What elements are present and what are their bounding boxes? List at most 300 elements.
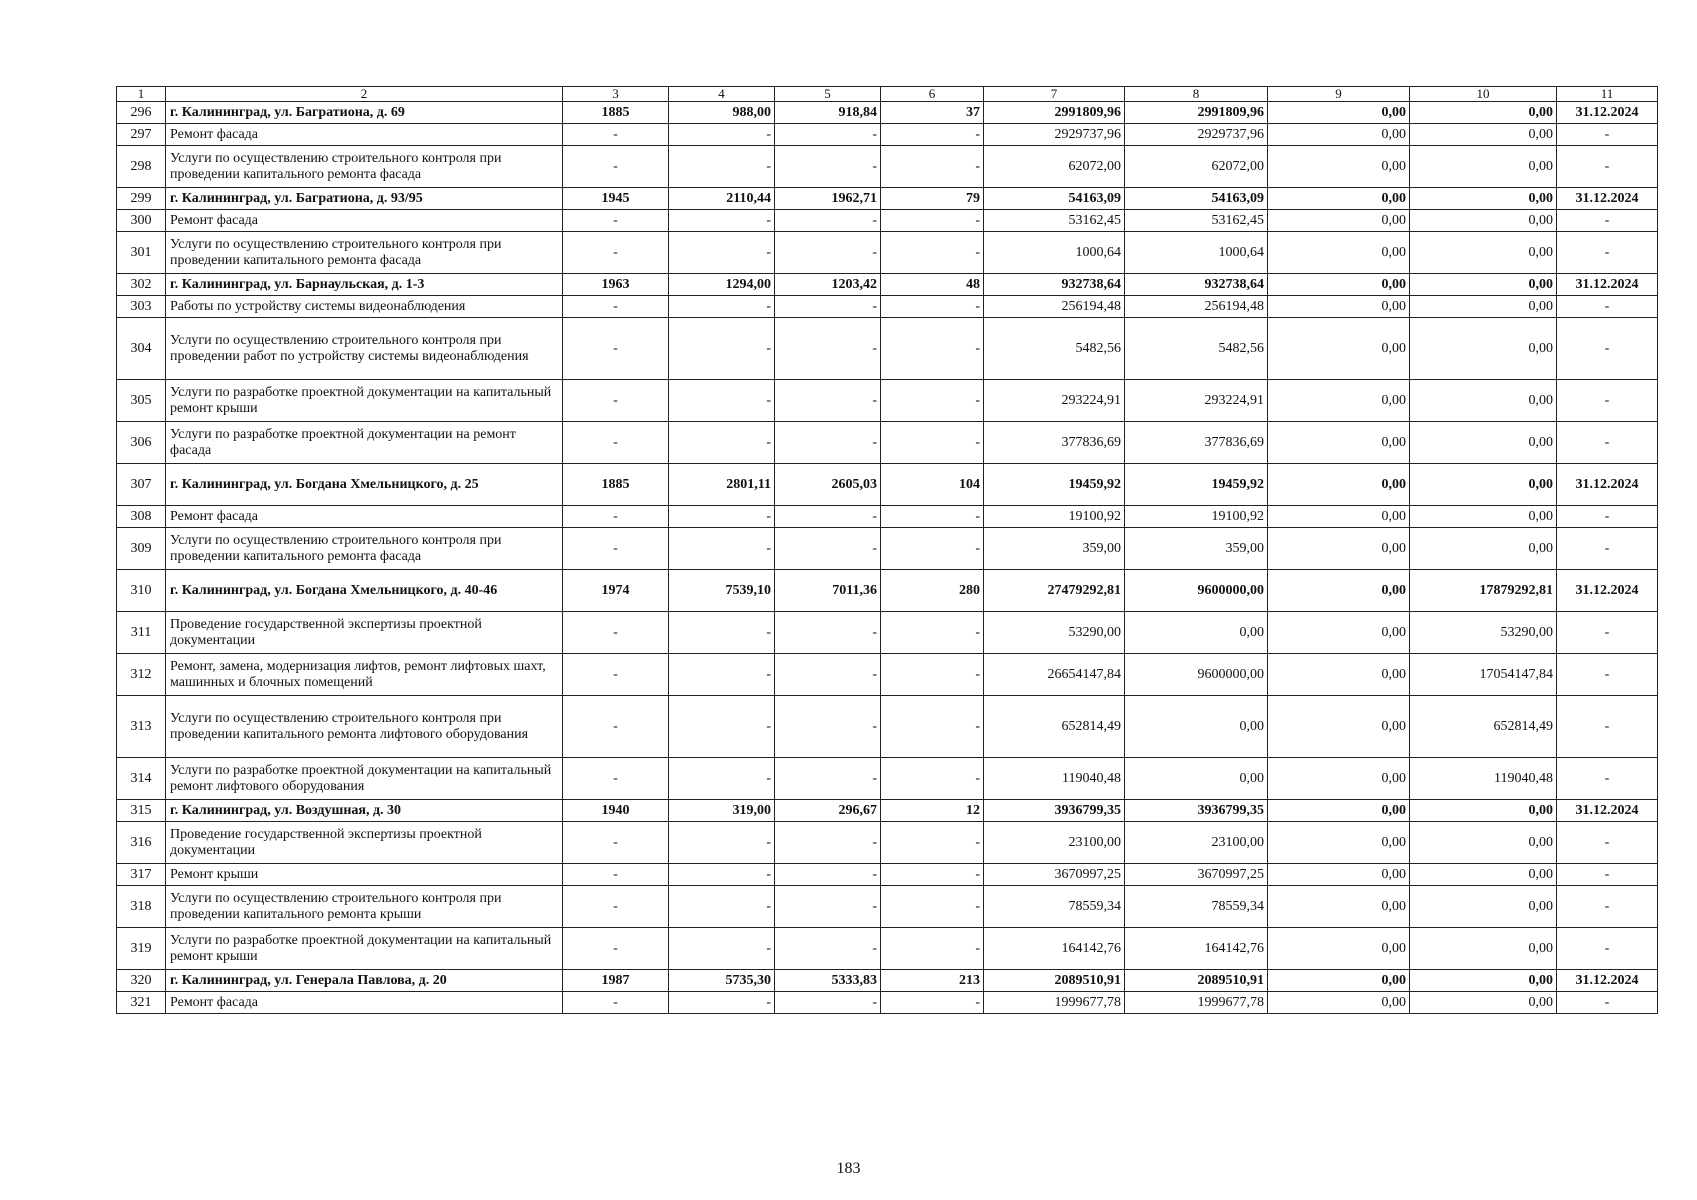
area-living-cell: - bbox=[775, 758, 881, 800]
cost-budget-cell: 0,00 bbox=[1268, 274, 1410, 296]
deadline-cell: - bbox=[1557, 422, 1658, 464]
cost-budget-cell: 0,00 bbox=[1268, 928, 1410, 970]
year-cell: - bbox=[563, 822, 669, 864]
residents-cell: - bbox=[881, 758, 984, 800]
row-number: 310 bbox=[117, 570, 166, 612]
cost-fund-cell: 23100,00 bbox=[1125, 822, 1268, 864]
row-number: 296 bbox=[117, 102, 166, 124]
table-row-work bbox=[117, 864, 1658, 886]
cost-total-cell: 26654147,84 bbox=[984, 654, 1125, 696]
residents-cell: - bbox=[881, 886, 984, 928]
cost-budget-cell: 0,00 bbox=[1268, 886, 1410, 928]
cost-budget-cell: 0,00 bbox=[1268, 800, 1410, 822]
year-cell: - bbox=[563, 124, 669, 146]
cost-total-cell: 2991809,96 bbox=[984, 102, 1125, 124]
cost-owners-cell: 0,00 bbox=[1410, 528, 1557, 570]
row-number: 308 bbox=[117, 506, 166, 528]
cost-fund-cell: 19100,92 bbox=[1125, 506, 1268, 528]
cost-owners-cell: 0,00 bbox=[1410, 886, 1557, 928]
area-living-cell: - bbox=[775, 822, 881, 864]
deadline-cell: - bbox=[1557, 758, 1658, 800]
cost-budget-cell: 0,00 bbox=[1268, 970, 1410, 992]
cost-budget-cell: 0,00 bbox=[1268, 506, 1410, 528]
residents-cell: 37 bbox=[881, 102, 984, 124]
residents-cell: - bbox=[881, 318, 984, 380]
table-row-address bbox=[117, 800, 1658, 822]
row-number: 312 bbox=[117, 654, 166, 696]
cost-budget-cell: 0,00 bbox=[1268, 422, 1410, 464]
residents-cell: - bbox=[881, 422, 984, 464]
year-cell: 1885 bbox=[563, 464, 669, 506]
area-living-cell: - bbox=[775, 506, 881, 528]
cost-fund-cell: 78559,34 bbox=[1125, 886, 1268, 928]
cost-budget-cell: 0,00 bbox=[1268, 380, 1410, 422]
cost-fund-cell: 932738,64 bbox=[1125, 274, 1268, 296]
table-row-work bbox=[117, 124, 1658, 146]
column-header: 3 bbox=[563, 87, 669, 102]
cost-fund-cell: 9600000,00 bbox=[1125, 654, 1268, 696]
cost-budget-cell: 0,00 bbox=[1268, 570, 1410, 612]
item-name: Ремонт фасада bbox=[166, 992, 563, 1014]
column-header: 10 bbox=[1410, 87, 1557, 102]
column-header: 1 bbox=[117, 87, 166, 102]
table-row-work bbox=[117, 696, 1658, 758]
cost-budget-cell: 0,00 bbox=[1268, 124, 1410, 146]
row-number: 300 bbox=[117, 210, 166, 232]
column-header: 2 bbox=[166, 87, 563, 102]
deadline-cell: - bbox=[1557, 318, 1658, 380]
item-name: Ремонт фасада bbox=[166, 210, 563, 232]
year-cell: - bbox=[563, 654, 669, 696]
cost-fund-cell: 2991809,96 bbox=[1125, 102, 1268, 124]
year-cell: - bbox=[563, 506, 669, 528]
cost-owners-cell: 17054147,84 bbox=[1410, 654, 1557, 696]
deadline-cell: - bbox=[1557, 124, 1658, 146]
deadline-cell: 31.12.2024 bbox=[1557, 274, 1658, 296]
cost-budget-cell: 0,00 bbox=[1268, 654, 1410, 696]
area-living-cell: - bbox=[775, 528, 881, 570]
deadline-cell: 31.12.2024 bbox=[1557, 188, 1658, 210]
column-header: 8 bbox=[1125, 87, 1268, 102]
item-name: Ремонт фасада bbox=[166, 506, 563, 528]
area-living-cell: - bbox=[775, 612, 881, 654]
cost-budget-cell: 0,00 bbox=[1268, 464, 1410, 506]
row-number: 319 bbox=[117, 928, 166, 970]
year-cell: 1940 bbox=[563, 800, 669, 822]
area-total-cell: - bbox=[669, 506, 775, 528]
area-total-cell: 2110,44 bbox=[669, 188, 775, 210]
table-row-work bbox=[117, 210, 1658, 232]
year-cell: - bbox=[563, 296, 669, 318]
table-row-work bbox=[117, 318, 1658, 380]
cost-owners-cell: 0,00 bbox=[1410, 274, 1557, 296]
area-total-cell: - bbox=[669, 992, 775, 1014]
area-total-cell: 7539,10 bbox=[669, 570, 775, 612]
cost-owners-cell: 0,00 bbox=[1410, 318, 1557, 380]
area-living-cell: - bbox=[775, 928, 881, 970]
table-row-work bbox=[117, 528, 1658, 570]
item-name: Ремонт фасада bbox=[166, 124, 563, 146]
cost-total-cell: 62072,00 bbox=[984, 146, 1125, 188]
area-total-cell: 988,00 bbox=[669, 102, 775, 124]
item-name: Услуги по осуществлению строительного контроля при проведении капитального ремонта фасада bbox=[166, 146, 563, 188]
item-name: Проведение государственной экспертизы проектной документации bbox=[166, 612, 563, 654]
deadline-cell: - bbox=[1557, 146, 1658, 188]
cost-total-cell: 3670997,25 bbox=[984, 864, 1125, 886]
cost-fund-cell: 3936799,35 bbox=[1125, 800, 1268, 822]
row-number: 315 bbox=[117, 800, 166, 822]
cost-fund-cell: 2089510,91 bbox=[1125, 970, 1268, 992]
row-number: 306 bbox=[117, 422, 166, 464]
cost-total-cell: 27479292,81 bbox=[984, 570, 1125, 612]
cost-total-cell: 256194,48 bbox=[984, 296, 1125, 318]
cost-budget-cell: 0,00 bbox=[1268, 528, 1410, 570]
row-number: 311 bbox=[117, 612, 166, 654]
table-row-address bbox=[117, 188, 1658, 210]
year-cell: - bbox=[563, 146, 669, 188]
column-header: 6 bbox=[881, 87, 984, 102]
cost-owners-cell: 53290,00 bbox=[1410, 612, 1557, 654]
deadline-cell: - bbox=[1557, 696, 1658, 758]
residents-cell: 12 bbox=[881, 800, 984, 822]
row-number: 317 bbox=[117, 864, 166, 886]
item-name: Услуги по осуществлению строительного контроля при проведении работ по устройству системы видеонаблюдения bbox=[166, 318, 563, 380]
area-living-cell: 1203,42 bbox=[775, 274, 881, 296]
cost-owners-cell: 0,00 bbox=[1410, 464, 1557, 506]
cost-owners-cell: 0,00 bbox=[1410, 124, 1557, 146]
item-name: г. Калининград, ул. Богдана Хмельницкого, д. 40-46 bbox=[166, 570, 563, 612]
residents-cell: - bbox=[881, 992, 984, 1014]
year-cell: - bbox=[563, 612, 669, 654]
area-total-cell: - bbox=[669, 864, 775, 886]
residents-cell: - bbox=[881, 654, 984, 696]
cost-budget-cell: 0,00 bbox=[1268, 822, 1410, 864]
year-cell: - bbox=[563, 232, 669, 274]
area-living-cell: - bbox=[775, 318, 881, 380]
cost-total-cell: 164142,76 bbox=[984, 928, 1125, 970]
area-total-cell: - bbox=[669, 528, 775, 570]
cost-budget-cell: 0,00 bbox=[1268, 296, 1410, 318]
cost-fund-cell: 0,00 bbox=[1125, 758, 1268, 800]
area-total-cell: - bbox=[669, 296, 775, 318]
deadline-cell: 31.12.2024 bbox=[1557, 800, 1658, 822]
area-living-cell: - bbox=[775, 696, 881, 758]
cost-total-cell: 2089510,91 bbox=[984, 970, 1125, 992]
cost-fund-cell: 54163,09 bbox=[1125, 188, 1268, 210]
deadline-cell: 31.12.2024 bbox=[1557, 570, 1658, 612]
residents-cell: - bbox=[881, 528, 984, 570]
area-living-cell: 2605,03 bbox=[775, 464, 881, 506]
cost-total-cell: 652814,49 bbox=[984, 696, 1125, 758]
deadline-cell: - bbox=[1557, 528, 1658, 570]
cost-budget-cell: 0,00 bbox=[1268, 992, 1410, 1014]
item-name: г. Калининград, ул. Воздушная, д. 30 bbox=[166, 800, 563, 822]
cost-owners-cell: 0,00 bbox=[1410, 232, 1557, 274]
area-total-cell: - bbox=[669, 318, 775, 380]
row-number: 321 bbox=[117, 992, 166, 1014]
item-name: г. Калининград, ул. Богдана Хмельницкого, д. 25 bbox=[166, 464, 563, 506]
item-name: Ремонт крыши bbox=[166, 864, 563, 886]
residents-cell: - bbox=[881, 506, 984, 528]
area-living-cell: - bbox=[775, 146, 881, 188]
cost-fund-cell: 0,00 bbox=[1125, 612, 1268, 654]
deadline-cell: - bbox=[1557, 380, 1658, 422]
table-row-work bbox=[117, 506, 1658, 528]
area-total-cell: - bbox=[669, 422, 775, 464]
year-cell: - bbox=[563, 380, 669, 422]
column-header: 7 bbox=[984, 87, 1125, 102]
residents-cell: 213 bbox=[881, 970, 984, 992]
area-living-cell: - bbox=[775, 422, 881, 464]
row-number: 303 bbox=[117, 296, 166, 318]
item-name: Услуги по осуществлению строительного контроля при проведении капитального ремонта лифтового оборудования bbox=[166, 696, 563, 758]
residents-cell: - bbox=[881, 696, 984, 758]
deadline-cell: - bbox=[1557, 992, 1658, 1014]
row-number: 305 bbox=[117, 380, 166, 422]
cost-fund-cell: 377836,69 bbox=[1125, 422, 1268, 464]
table-row-work bbox=[117, 232, 1658, 274]
register-table bbox=[116, 86, 1658, 1014]
deadline-cell: 31.12.2024 bbox=[1557, 970, 1658, 992]
cost-total-cell: 2929737,96 bbox=[984, 124, 1125, 146]
year-cell: - bbox=[563, 864, 669, 886]
row-number: 314 bbox=[117, 758, 166, 800]
cost-owners-cell: 119040,48 bbox=[1410, 758, 1557, 800]
register-table-container bbox=[116, 86, 1657, 1014]
cost-budget-cell: 0,00 bbox=[1268, 188, 1410, 210]
residents-cell: 48 bbox=[881, 274, 984, 296]
cost-fund-cell: 293224,91 bbox=[1125, 380, 1268, 422]
table-row-work bbox=[117, 422, 1658, 464]
cost-fund-cell: 9600000,00 bbox=[1125, 570, 1268, 612]
cost-budget-cell: 0,00 bbox=[1268, 210, 1410, 232]
cost-budget-cell: 0,00 bbox=[1268, 318, 1410, 380]
cost-total-cell: 932738,64 bbox=[984, 274, 1125, 296]
area-total-cell: - bbox=[669, 886, 775, 928]
area-total-cell: 5735,30 bbox=[669, 970, 775, 992]
cost-total-cell: 19459,92 bbox=[984, 464, 1125, 506]
row-number: 298 bbox=[117, 146, 166, 188]
table-row-work bbox=[117, 380, 1658, 422]
row-number: 299 bbox=[117, 188, 166, 210]
deadline-cell: - bbox=[1557, 886, 1658, 928]
deadline-cell: - bbox=[1557, 822, 1658, 864]
cost-total-cell: 293224,91 bbox=[984, 380, 1125, 422]
residents-cell: - bbox=[881, 612, 984, 654]
cost-owners-cell: 0,00 bbox=[1410, 822, 1557, 864]
cost-budget-cell: 0,00 bbox=[1268, 612, 1410, 654]
cost-fund-cell: 62072,00 bbox=[1125, 146, 1268, 188]
cost-owners-cell: 0,00 bbox=[1410, 380, 1557, 422]
cost-total-cell: 78559,34 bbox=[984, 886, 1125, 928]
cost-owners-cell: 0,00 bbox=[1410, 146, 1557, 188]
area-living-cell: - bbox=[775, 654, 881, 696]
row-number: 297 bbox=[117, 124, 166, 146]
cost-total-cell: 53290,00 bbox=[984, 612, 1125, 654]
cost-owners-cell: 0,00 bbox=[1410, 506, 1557, 528]
area-living-cell: 1962,71 bbox=[775, 188, 881, 210]
cost-total-cell: 19100,92 bbox=[984, 506, 1125, 528]
area-total-cell: - bbox=[669, 822, 775, 864]
cost-total-cell: 1999677,78 bbox=[984, 992, 1125, 1014]
residents-cell: - bbox=[881, 822, 984, 864]
area-living-cell: 296,67 bbox=[775, 800, 881, 822]
area-total-cell: - bbox=[669, 758, 775, 800]
table-row-work bbox=[117, 928, 1658, 970]
residents-cell: 280 bbox=[881, 570, 984, 612]
deadline-cell: - bbox=[1557, 506, 1658, 528]
cost-budget-cell: 0,00 bbox=[1268, 864, 1410, 886]
table-row-address bbox=[117, 570, 1658, 612]
cost-owners-cell: 0,00 bbox=[1410, 422, 1557, 464]
column-header: 4 bbox=[669, 87, 775, 102]
year-cell: - bbox=[563, 210, 669, 232]
area-living-cell: - bbox=[775, 864, 881, 886]
area-living-cell: - bbox=[775, 210, 881, 232]
residents-cell: - bbox=[881, 124, 984, 146]
area-total-cell: - bbox=[669, 146, 775, 188]
row-number: 302 bbox=[117, 274, 166, 296]
item-name: Услуги по осуществлению строительного контроля при проведении капитального ремонта фасада bbox=[166, 528, 563, 570]
cost-total-cell: 119040,48 bbox=[984, 758, 1125, 800]
area-total-cell: 2801,11 bbox=[669, 464, 775, 506]
cost-budget-cell: 0,00 bbox=[1268, 232, 1410, 274]
row-number: 301 bbox=[117, 232, 166, 274]
residents-cell: - bbox=[881, 296, 984, 318]
cost-owners-cell: 0,00 bbox=[1410, 188, 1557, 210]
item-name: г. Калининград, ул. Багратиона, д. 93/95 bbox=[166, 188, 563, 210]
year-cell: - bbox=[563, 318, 669, 380]
page-number: 183 bbox=[836, 1160, 861, 1177]
cost-total-cell: 5482,56 bbox=[984, 318, 1125, 380]
residents-cell: 104 bbox=[881, 464, 984, 506]
area-living-cell: 5333,83 bbox=[775, 970, 881, 992]
cost-budget-cell: 0,00 bbox=[1268, 696, 1410, 758]
table-row-work bbox=[117, 992, 1658, 1014]
table-body bbox=[117, 87, 1658, 1014]
cost-owners-cell: 0,00 bbox=[1410, 296, 1557, 318]
residents-cell: - bbox=[881, 146, 984, 188]
table-row-work bbox=[117, 886, 1658, 928]
item-name: Услуги по разработке проектной документации на капитальный ремонт крыши bbox=[166, 380, 563, 422]
table-row-address bbox=[117, 970, 1658, 992]
area-total-cell: - bbox=[669, 380, 775, 422]
cost-owners-cell: 0,00 bbox=[1410, 102, 1557, 124]
row-number: 313 bbox=[117, 696, 166, 758]
cost-owners-cell: 0,00 bbox=[1410, 864, 1557, 886]
area-total-cell: - bbox=[669, 654, 775, 696]
year-cell: - bbox=[563, 758, 669, 800]
column-header: 9 bbox=[1268, 87, 1410, 102]
residents-cell: - bbox=[881, 380, 984, 422]
cost-total-cell: 359,00 bbox=[984, 528, 1125, 570]
item-name: Ремонт, замена, модернизация лифтов, ремонт лифтовых шахт, машинных и блочных помещений bbox=[166, 654, 563, 696]
row-number: 316 bbox=[117, 822, 166, 864]
area-living-cell: - bbox=[775, 232, 881, 274]
deadline-cell: - bbox=[1557, 928, 1658, 970]
row-number: 309 bbox=[117, 528, 166, 570]
deadline-cell: - bbox=[1557, 864, 1658, 886]
year-cell: - bbox=[563, 928, 669, 970]
residents-cell: 79 bbox=[881, 188, 984, 210]
year-cell: - bbox=[563, 992, 669, 1014]
year-cell: 1963 bbox=[563, 274, 669, 296]
cost-total-cell: 53162,45 bbox=[984, 210, 1125, 232]
area-total-cell: - bbox=[669, 696, 775, 758]
item-name: Услуги по осуществлению строительного контроля при проведении капитального ремонта фасада bbox=[166, 232, 563, 274]
table-row-work bbox=[117, 654, 1658, 696]
area-total-cell: - bbox=[669, 124, 775, 146]
table-row-work bbox=[117, 822, 1658, 864]
area-total-cell: 1294,00 bbox=[669, 274, 775, 296]
area-total-cell: - bbox=[669, 612, 775, 654]
cost-fund-cell: 19459,92 bbox=[1125, 464, 1268, 506]
item-name: Услуги по разработке проектной документации на капитальный ремонт крыши bbox=[166, 928, 563, 970]
year-cell: 1987 bbox=[563, 970, 669, 992]
table-row-address bbox=[117, 464, 1658, 506]
column-header: 11 bbox=[1557, 87, 1658, 102]
cost-owners-cell: 0,00 bbox=[1410, 992, 1557, 1014]
item-name: Услуги по разработке проектной документации на капитальный ремонт лифтового оборудования bbox=[166, 758, 563, 800]
year-cell: 1885 bbox=[563, 102, 669, 124]
area-living-cell: - bbox=[775, 380, 881, 422]
cost-owners-cell: 17879292,81 bbox=[1410, 570, 1557, 612]
cost-fund-cell: 359,00 bbox=[1125, 528, 1268, 570]
row-number: 304 bbox=[117, 318, 166, 380]
cost-total-cell: 23100,00 bbox=[984, 822, 1125, 864]
cost-fund-cell: 256194,48 bbox=[1125, 296, 1268, 318]
year-cell: - bbox=[563, 528, 669, 570]
residents-cell: - bbox=[881, 864, 984, 886]
residents-cell: - bbox=[881, 928, 984, 970]
cost-total-cell: 1000,64 bbox=[984, 232, 1125, 274]
column-header: 5 bbox=[775, 87, 881, 102]
row-number: 318 bbox=[117, 886, 166, 928]
item-name: г. Калининград, ул. Багратиона, д. 69 bbox=[166, 102, 563, 124]
deadline-cell: - bbox=[1557, 210, 1658, 232]
row-number: 320 bbox=[117, 970, 166, 992]
area-total-cell: - bbox=[669, 232, 775, 274]
cost-fund-cell: 0,00 bbox=[1125, 696, 1268, 758]
area-living-cell: - bbox=[775, 992, 881, 1014]
cost-owners-cell: 0,00 bbox=[1410, 970, 1557, 992]
cost-fund-cell: 1999677,78 bbox=[1125, 992, 1268, 1014]
cost-owners-cell: 0,00 bbox=[1410, 928, 1557, 970]
area-total-cell: 319,00 bbox=[669, 800, 775, 822]
cost-total-cell: 377836,69 bbox=[984, 422, 1125, 464]
cost-owners-cell: 652814,49 bbox=[1410, 696, 1557, 758]
year-cell: - bbox=[563, 886, 669, 928]
residents-cell: - bbox=[881, 232, 984, 274]
cost-fund-cell: 53162,45 bbox=[1125, 210, 1268, 232]
cost-budget-cell: 0,00 bbox=[1268, 146, 1410, 188]
deadline-cell: - bbox=[1557, 296, 1658, 318]
residents-cell: - bbox=[881, 210, 984, 232]
item-name: Работы по устройству системы видеонаблюдения bbox=[166, 296, 563, 318]
area-living-cell: 7011,36 bbox=[775, 570, 881, 612]
item-name: Проведение государственной экспертизы проектной документации bbox=[166, 822, 563, 864]
year-cell: - bbox=[563, 422, 669, 464]
row-number: 307 bbox=[117, 464, 166, 506]
cost-fund-cell: 5482,56 bbox=[1125, 318, 1268, 380]
cost-fund-cell: 2929737,96 bbox=[1125, 124, 1268, 146]
item-name: г. Калининград, ул. Генерала Павлова, д. 20 bbox=[166, 970, 563, 992]
cost-fund-cell: 1000,64 bbox=[1125, 232, 1268, 274]
area-living-cell: - bbox=[775, 296, 881, 318]
deadline-cell: - bbox=[1557, 232, 1658, 274]
year-cell: 1974 bbox=[563, 570, 669, 612]
item-name: Услуги по осуществлению строительного контроля при проведении капитального ремонта крыши bbox=[166, 886, 563, 928]
